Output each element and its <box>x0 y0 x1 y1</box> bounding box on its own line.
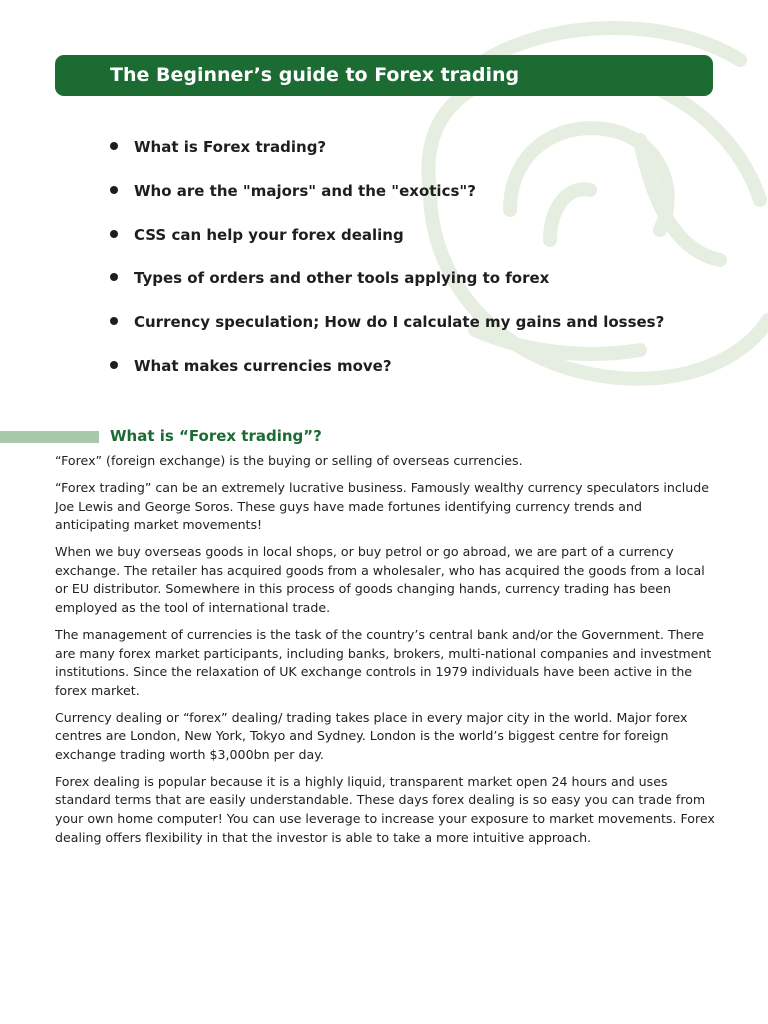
paragraph: “Forex” (foreign exchange) is the buying or selling of overseas currencies. <box>55 453 523 468</box>
paragraph: The management of currencies is the task of the country’s central bank and/or the Government. There are many forex market participants, including banks, brokers, multi-national companies and investment institutions. Since the relaxation of UK exchange controls in 1979 individuals have been active in the forex market. <box>55 626 712 698</box>
page-title: The Beginner’s guide to Forex trading <box>110 64 520 86</box>
bullet-icon <box>110 361 118 369</box>
bullet-icon <box>110 186 118 194</box>
list-item <box>108 178 728 222</box>
list-item-label: Who are the "majors" and the "exotics"? <box>134 181 476 200</box>
section-heading: What is “Forex trading”? <box>110 427 322 445</box>
paragraph: Forex dealing is popular because it is a highly liquid, transparent market open 24 hours and uses standard terms that are easily understandable. These days forex dealing is so easy you can trade from your own home computer! You can use leverage to increase your exposure to market movements. Forex dealing offers flexibility in that the investor is able to take a more intuitive approach. <box>55 773 715 845</box>
list-item-label: Currency speculation; How do I calculate my gains and losses? <box>134 313 665 332</box>
list-item <box>108 134 728 178</box>
list-item <box>108 353 728 397</box>
list-item <box>108 222 728 266</box>
paragraph: Currency dealing or “forex” dealing/ trading takes place in every major city in the world. Major forex centres are London, New York, Tokyo and Sydney. London is the world’s biggest centre for foreign exchange trading worth $3,000bn per day. <box>55 709 688 762</box>
bullet-icon <box>110 273 118 281</box>
bullet-icon <box>110 230 118 238</box>
list-item <box>108 309 728 353</box>
list-item-label: Types of orders and other tools applying to forex <box>134 269 550 288</box>
bullet-icon <box>110 317 118 325</box>
list-item-label: What is Forex trading? <box>134 138 327 156</box>
bullet-icon <box>110 142 118 150</box>
section-body <box>55 452 720 856</box>
title-banner <box>55 55 713 96</box>
contents-list <box>108 134 728 397</box>
paragraph: “Forex trading” can be an extremely lucrative business. Famously wealthy currency speculators include Joe Lewis and George Soros. These guys have made fortunes identifying currency trends and anticipating market movements! <box>55 479 710 533</box>
list-item-label: CSS can help your forex dealing <box>134 225 404 244</box>
section-accent-bar <box>0 431 99 443</box>
paragraph: When we buy overseas goods in local shops, or buy petrol or go abroad, we are part of a currency exchange. The retailer has acquired goods from a wholesaler, who has acquired the goods from a local or EU distributor. Somewhere in this process of goods changing hands, currency trading has been employed as the tool of international trade. <box>55 544 705 615</box>
list-item <box>108 265 728 309</box>
list-item-label: What makes currencies move? <box>134 356 392 375</box>
